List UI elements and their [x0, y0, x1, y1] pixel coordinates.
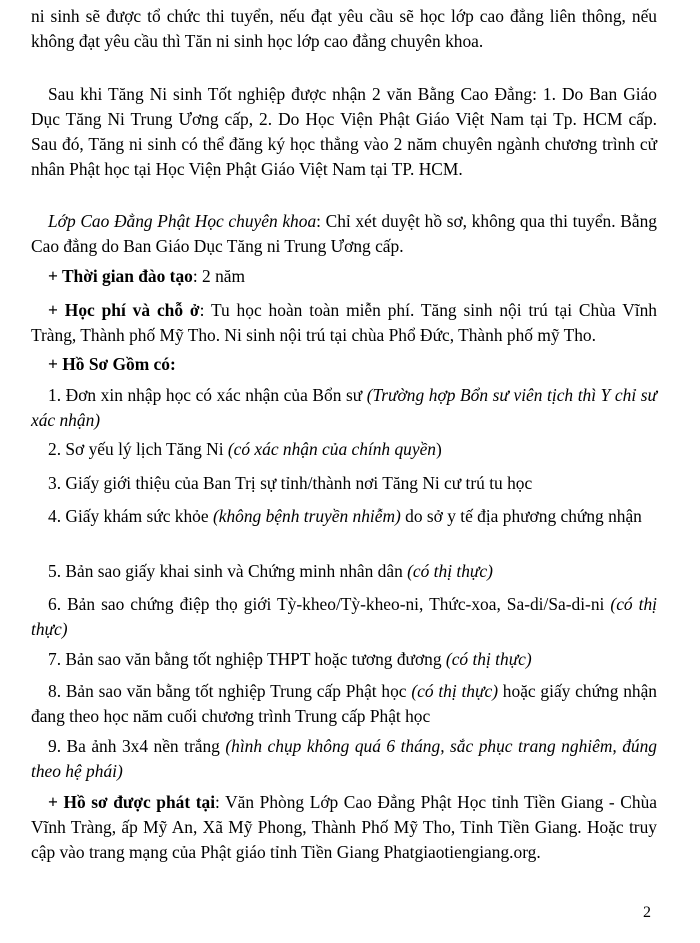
- list-item: 5. Bản sao giấy khai sinh và Chứng minh nhân dân (có thị thực): [48, 561, 493, 581]
- page-number: 2: [643, 904, 651, 921]
- list-item: 2. Sơ yếu lý lịch Tăng Ni (có xác nhận của chính quyền): [48, 439, 442, 459]
- paragraph-continuation: ni sinh sẽ được tổ chức thi tuyển, nếu đạt yêu cầu sẽ học lớp cao đẳng liên thông, nếu không đạt yêu cầu thì Tăn ni sinh học lớp cao đẳng chuyên khoa.: [31, 6, 657, 51]
- tuition-label: + Học phí và chỗ ở: [48, 300, 200, 320]
- list-item: 3. Giấy giới thiệu của Ban Trị sự tỉnh/thành nơi Tăng Ni cư trú tu học: [48, 473, 533, 493]
- training-time-label: + Thời gian đào tạo: [48, 266, 193, 286]
- list-item: 7. Bản sao văn bằng tốt nghiệp THPT hoặc tương đương (có thị thực): [48, 649, 532, 669]
- list-item: 4. Giấy khám sức khỏe (không bệnh truyền nhiễm) do sở y tế địa phương chứng nhận: [48, 506, 642, 526]
- list-item: 1. Đơn xin nhập học có xác nhận của Bổn sư (Trường hợp Bổn sư viên tịch thì Y chỉ sư xác nhận): [31, 385, 657, 430]
- list-item: 9. Ba ảnh 3x4 nền trắng (hình chụp không quá 6 tháng, sắc phục trang nghiêm, đúng theo hệ phái): [31, 736, 657, 781]
- paragraph-specialized-class: [31, 209, 657, 259]
- tuition-text: : Tu học hoàn toàn miễn phí. Tăng sinh nội trú tại Chùa Vĩnh Tràng, Thành phố Mỹ Tho. Ni sinh nội trú tại chùa Phổ Đức, Thành phố mỹ Tho.: [31, 300, 657, 345]
- list-item: 6. Bản sao chứng điệp thọ giới Tỳ-kheo/Tỳ-kheo-ni, Thức-xoa, Sa-di/Sa-di-ni (có thị thực): [31, 594, 657, 639]
- paragraph-diplomas: Sau khi Tăng Ni sinh Tốt nghiệp được nhận 2 văn Bằng Cao Đẳng: 1. Do Ban Giáo Dục Tăng Ni Trung Ương cấp, 2. Do Học Viện Phật Giáo Việt Nam tại Tp. HCM cấp. Sau đó, Tăng ni sinh có thể đăng ký học thẳng vào 2 năm chuyên ngành chương trình cử nhân Phật học tại Học Viện Phật Giáo Việt Nam tại TP. HCM.: [31, 84, 657, 179]
- dossier-location-text: : Văn Phòng Lớp Cao Đẳng Phật Học tỉnh Tiền Giang - Chùa Vĩnh Tràng, ấp Mỹ An, Xã Mỹ Phong, Thành Phố Mỹ Tho, Tỉnh Tiền Giang. Hoặc truy cập vào trang mạng của Phật giáo tỉnh Tiền Giang Phatgiaotiengiang.org.: [31, 792, 657, 862]
- training-time-value: : 2 năm: [192, 266, 246, 286]
- paragraph-training-time: [31, 264, 657, 289]
- list-item: 8. Bản sao văn bằng tốt nghiệp Trung cấp Phật học (có thị thực) hoặc giấy chứng nhận đang theo học năm cuối chương trình Trung cấp Phật học: [31, 681, 657, 726]
- specialized-class-text: : Chỉ xét duyệt hồ sơ, không qua thi tuyển. Bằng Cao đẳng do Ban Giáo Dục Tăng ni Trung Ương cấp.: [31, 211, 657, 256]
- paragraph-dossier-location: [31, 790, 657, 865]
- paragraph-dossier-heading: [31, 352, 657, 377]
- dossier-location-label: + Hồ sơ được phát tại: [48, 792, 216, 812]
- specialized-class-title: Lớp Cao Đẳng Phật Học chuyên khoa: [48, 211, 317, 231]
- dossier-heading: + Hồ Sơ Gồm có:: [48, 354, 176, 374]
- paragraph-tuition: [31, 298, 657, 348]
